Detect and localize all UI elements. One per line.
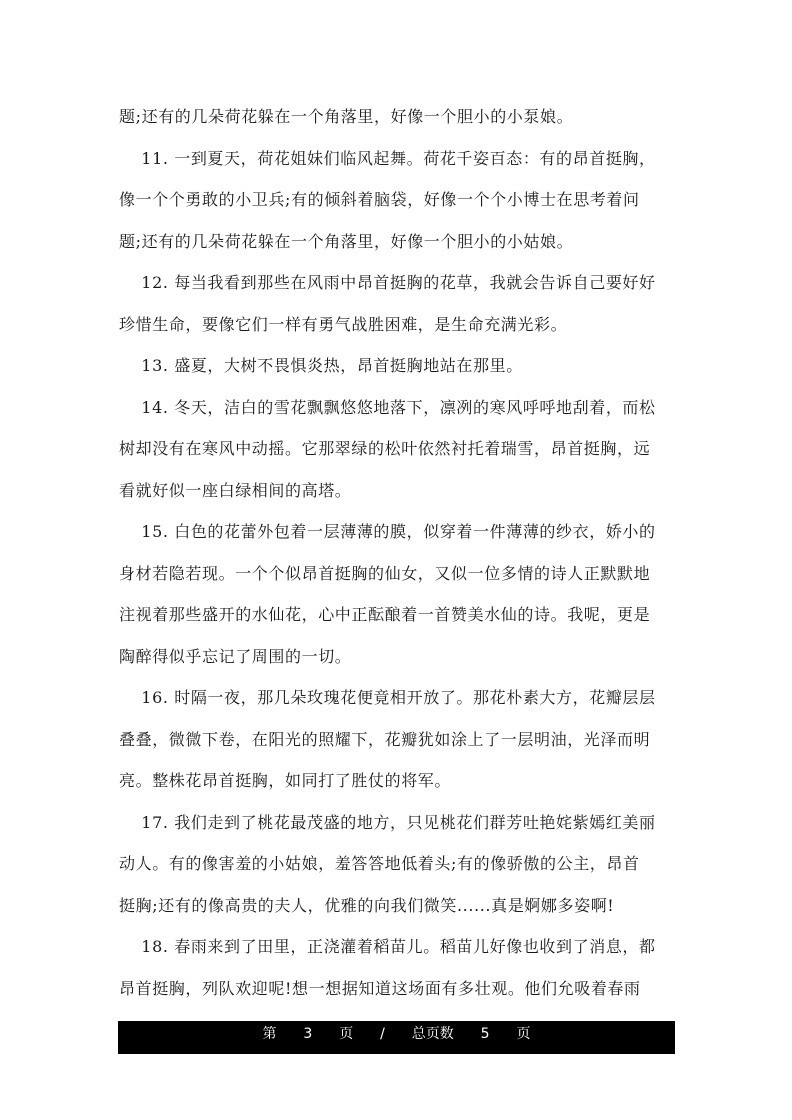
text-line: 12. 每当我看到那些在风雨中昂首挺胸的花草，我就会告诉自己要好好 bbox=[119, 273, 656, 292]
footer-total-suffix: 页 bbox=[516, 1026, 531, 1042]
footer-total-label: 总页数 bbox=[411, 1026, 454, 1042]
footer-page-number: 3 bbox=[303, 1026, 313, 1042]
text-line: 16. 时隔一夜，那几朵玫瑰花便竟相开放了。那花朴素大方，花瓣层层 bbox=[119, 688, 656, 707]
footer-page-prefix: 第 bbox=[262, 1026, 277, 1042]
text-line: 亮。整株花昂首挺胸，如同打了胜仗的将军。 bbox=[119, 771, 452, 790]
text-line: 题;还有的几朵荷花躲在一个角落里，好像一个胆小的小泵娘。 bbox=[119, 107, 574, 126]
text-line: 题;还有的几朵荷花躲在一个角落里，好像一个胆小的小姑娘。 bbox=[119, 231, 574, 251]
text-line: 14. 冬天，洁白的雪花飘飘悠悠地落下，凛冽的寒风呼呼地刮着，而松 bbox=[119, 397, 656, 417]
footer-page-suffix: 页 bbox=[339, 1026, 354, 1042]
paragraph bbox=[119, 677, 675, 802]
paragraph bbox=[119, 262, 675, 345]
paragraph bbox=[119, 387, 675, 512]
text-line: 18. 春雨来到了田里，正浇灌着稻苗儿。稻苗儿好像也收到了消息，都 bbox=[119, 937, 656, 956]
paragraph bbox=[119, 138, 675, 263]
footer-total-pages: 5 bbox=[480, 1026, 490, 1042]
text-line: 像一个个勇敢的小卫兵;有的倾斜着脑袋，好像一个个小博士在思考着问 bbox=[119, 190, 640, 209]
paragraph bbox=[119, 511, 675, 677]
text-line: 注视着那些盛开的水仙花，心中正酝酿着一首赞美水仙的诗。我呢，更是 bbox=[119, 605, 651, 624]
paragraph bbox=[119, 802, 675, 927]
text-line: 看就好似一座白绿相间的高塔。 bbox=[119, 480, 352, 500]
paragraph bbox=[119, 926, 675, 1009]
text-line: 陶醉得似乎忘记了周围的一切。 bbox=[119, 646, 352, 666]
footer-separator: / bbox=[380, 1026, 385, 1042]
page-footer bbox=[118, 1021, 675, 1054]
text-line: 身材若隐若现。一个个似昂首挺胸的仙女，又似一位多情的诗人正默默地 bbox=[119, 563, 651, 583]
text-line: 昂首挺胸，列队欢迎呢!想一想据知道这场面有多壮观。他们允吸着春雨 bbox=[119, 978, 641, 998]
text-line: 15. 白色的花蕾外包着一层薄薄的膜，似穿着一件薄薄的纱衣，娇小的 bbox=[119, 522, 656, 541]
text-line: 动人。有的像害羞的小姑娘，羞答答地低着头;有的像骄傲的公主，昂首 bbox=[119, 854, 640, 873]
text-line: 挺胸;还有的像高贵的夫人，优雅的向我们微笑......真是婀娜多姿啊! bbox=[119, 895, 615, 915]
text-line: 17. 我们走到了桃花最茂盛的地方，只见桃花们群芳吐艳姹紫嫣红美丽 bbox=[119, 812, 656, 832]
paragraph bbox=[119, 345, 675, 387]
paragraph bbox=[119, 96, 675, 138]
text-line: 树却没有在寒风中动摇。它那翠绿的松叶依然衬托着瑞雪，昂首挺胸，远 bbox=[119, 439, 651, 458]
text-line: 珍惜生命，要像它们一样有勇气战胜困难，是生命充满光彩。 bbox=[119, 314, 568, 334]
text-line: 13. 盛夏，大树不畏惧炎热，昂首挺胸地站在那里。 bbox=[119, 356, 523, 375]
text-line: 叠叠，微微下卷，在阳光的照耀下，花瓣犹如涂上了一层明油，光泽而明 bbox=[119, 729, 651, 749]
text-line: 11. 一到夏天，荷花姐妹们临风起舞。荷花千姿百态：有的昂首挺胸， bbox=[119, 148, 656, 168]
